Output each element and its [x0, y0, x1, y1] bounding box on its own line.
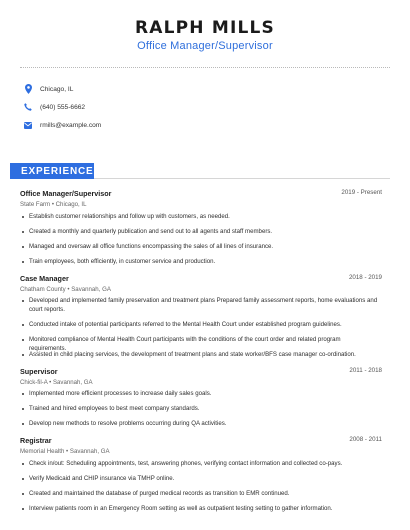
bullet-text: Train employees, both efficiently, in customer service and production. — [29, 258, 216, 265]
job-bullet — [22, 297, 378, 314]
contact-phone — [24, 102, 85, 112]
bullet-text: Develop new methods to resolve problems occurring during QA activities. — [29, 420, 227, 427]
phone-icon — [24, 102, 32, 112]
job-entry — [20, 189, 382, 208]
job-bullet — [22, 213, 378, 222]
job-bullet — [22, 475, 378, 484]
job-bullet — [22, 390, 378, 399]
phone-text: (640) 555-6662 — [40, 103, 86, 111]
job-bullet — [22, 405, 378, 414]
job-bullet — [22, 243, 378, 252]
job-bullet — [22, 258, 378, 267]
bullet-text: Assisted in child placing services, the development of treatment plans and state worker/BFS case manager co-ordination. — [29, 351, 356, 358]
job-dates: 2011 - 2018 — [349, 367, 382, 374]
candidate-name: RALPH MILLS — [134, 18, 276, 38]
contact-location — [24, 84, 73, 94]
job-bullet — [22, 420, 378, 429]
job-bullet — [22, 321, 378, 330]
job-entry — [20, 367, 382, 386]
job-dates: 2018 - 2019 — [348, 274, 382, 281]
location-text: Chicago, IL — [40, 85, 74, 93]
bullet-text: Interview patients room in an Emergency Room setting as well as outpatient testing setting to gather information. — [29, 505, 333, 512]
bullet-text: Developed and implemented family preservation and treatment plans Prepared family assessment reports, home evaluations and court reports. — [29, 297, 378, 313]
bullet-text: Implemented more efficient processes to increase daily sales goals. — [29, 390, 212, 397]
job-bullet — [22, 351, 378, 360]
bullet-text: Monitored compliance of Mental Health Court participants with the conditions of the court order and related program requirements. — [29, 336, 341, 352]
section-divider — [94, 178, 390, 179]
job-title: Office Manager/Supervisor — [20, 189, 112, 198]
section-title-experience: EXPERIENCE — [10, 163, 94, 179]
contact-email — [24, 120, 101, 130]
location-pin-icon — [24, 84, 32, 94]
job-entry — [20, 274, 382, 293]
bullet-text: Created and maintained the database of purged medical records as transition to EMR continued. — [29, 490, 290, 497]
job-entry — [20, 436, 382, 455]
bullet-text: Trained and hired employees to best meet company standards. — [29, 405, 200, 412]
email-text: rmills@example.com — [40, 121, 102, 129]
bullet-text: Conducted intake of potential participants referred to the Mental Health Court under established program guidelines. — [29, 321, 342, 328]
bullet-text: Created a monthly and quarterly publication and send out to all agents and staff members. — [29, 228, 273, 235]
job-title: Supervisor — [20, 367, 58, 376]
bullet-text: Check in/out: Scheduling appointments, test, answering phones, verifying contact information and collected co-pays. — [29, 460, 343, 467]
job-employer: Memorial Health • Savannah, GA — [20, 448, 110, 455]
job-dates: 2019 - Present — [341, 189, 382, 196]
job-employer: Chatham County • Savannah, GA — [20, 286, 111, 293]
candidate-role: Office Manager/Supervisor — [137, 40, 273, 52]
job-bullet — [22, 228, 378, 237]
job-title: Case Manager — [20, 274, 69, 283]
job-bullet — [22, 490, 378, 499]
bullet-text: Verify Medicaid and CHIP insurance via TMHP online. — [29, 475, 175, 482]
job-dates: 2008 - 2011 — [349, 436, 382, 443]
bullet-text: Establish customer relationships and follow up with customers, as needed. — [29, 213, 230, 220]
header-divider — [20, 67, 390, 68]
job-title: Registrar — [20, 436, 52, 445]
job-bullet — [22, 505, 378, 514]
bullet-text: Managed and oversaw all office functions encompassing the sales of all lines of insurance. — [29, 243, 274, 250]
job-employer: State Farm • Chicago, IL — [20, 201, 87, 208]
job-employer: Chick-fil-A • Savannah, GA — [20, 379, 93, 386]
job-bullet — [22, 460, 378, 469]
envelope-icon — [24, 120, 32, 130]
